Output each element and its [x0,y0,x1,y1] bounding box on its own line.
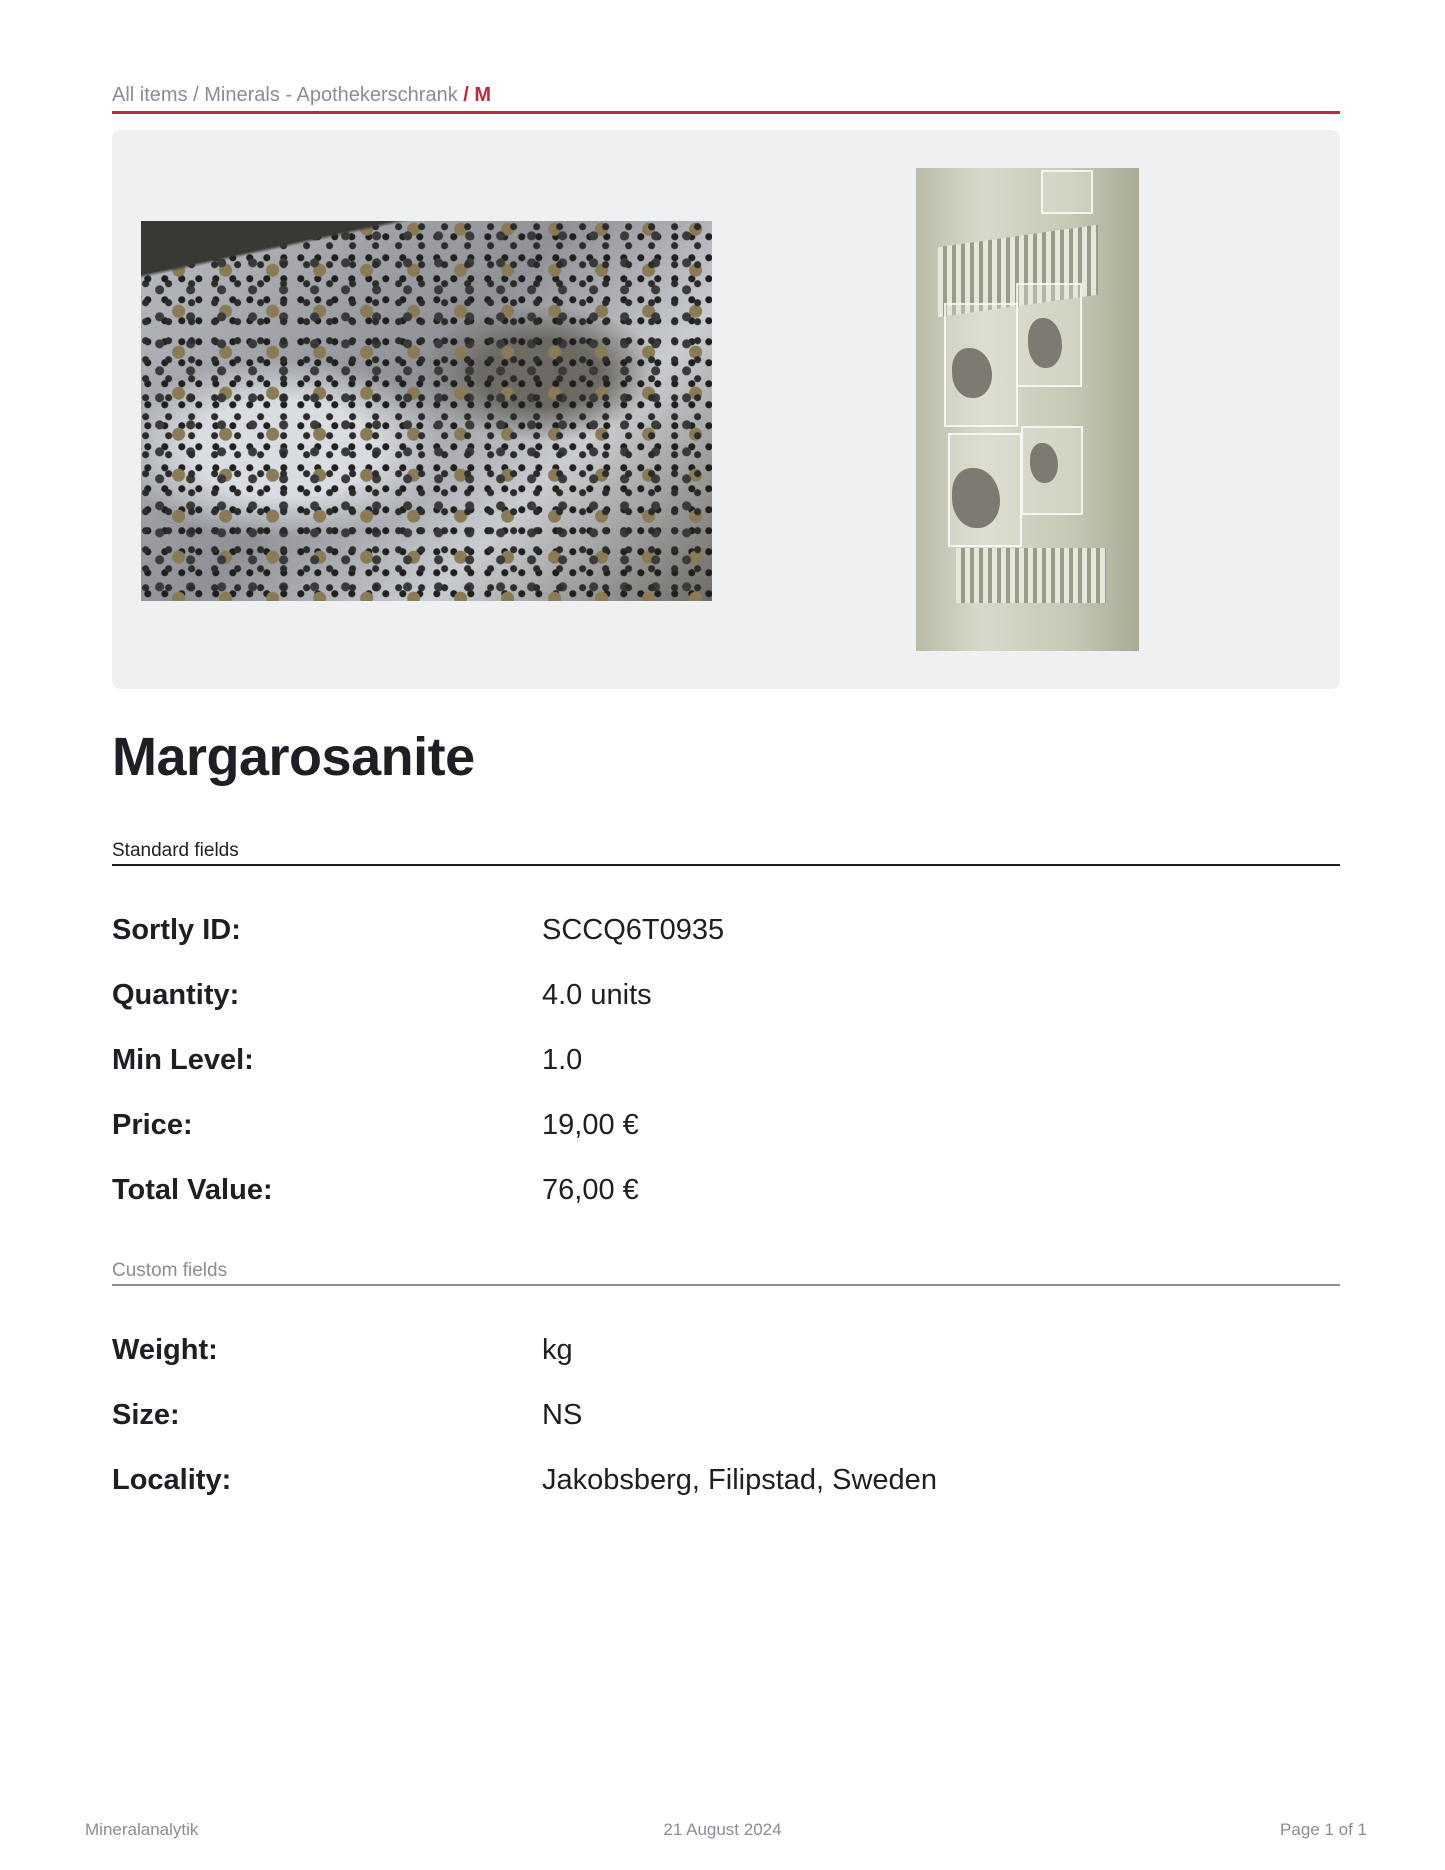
cabinet-grille [956,548,1106,603]
field-value: 1.0 [542,1044,583,1076]
field-row-size [112,1399,1340,1439]
breadcrumb-current: M [474,84,492,106]
display-cabinet-photo[interactable] [916,168,1139,651]
field-label: Weight: [112,1334,218,1366]
breadcrumb-separator: / [193,84,199,106]
field-row-sortly-id [112,914,1340,954]
field-value: 19,00 € [542,1109,639,1141]
field-row-min-level [112,1044,1340,1084]
field-value: SCCQ6T0935 [542,914,725,946]
field-label: Size: [112,1399,180,1431]
field-value: Jakobsberg, Filipstad, Sweden [542,1464,937,1496]
field-row-price [112,1109,1340,1149]
field-label: Sortly ID: [112,914,241,946]
breadcrumb [112,84,1340,114]
footer-page-number: Page 1 of 1 [1280,1820,1367,1839]
specimen-stone [1030,443,1058,483]
field-value: kg [542,1334,573,1366]
field-label: Price: [112,1109,193,1141]
specimen-box [1041,170,1093,214]
field-row-weight [112,1334,1340,1374]
field-value: 4.0 units [542,979,652,1011]
field-row-quantity [112,979,1340,1019]
breadcrumb-separator: / [463,84,469,106]
breadcrumb-link-all-items[interactable]: All items [112,84,188,106]
field-value: 76,00 € [542,1174,639,1206]
custom-fields-heading: Custom fields [112,1260,1340,1286]
standard-fields-heading: Standard fields [112,840,1340,866]
field-label: Min Level: [112,1044,254,1076]
field-label: Total Value: [112,1174,273,1206]
field-label: Locality: [112,1464,232,1496]
field-value: NS [542,1399,583,1431]
item-title: Margarosanite [112,727,475,787]
photo-gallery [112,130,1340,689]
footer-date: 21 August 2024 [663,1820,782,1839]
mineral-specimen-photo[interactable] [141,221,712,601]
field-row-locality [112,1464,1340,1504]
footer-company: Mineralanalytik [85,1820,199,1839]
field-row-total-value [112,1174,1340,1214]
field-label: Quantity: [112,979,240,1011]
breadcrumb-link-minerals[interactable]: Minerals - Apothekerschrank [204,84,458,106]
